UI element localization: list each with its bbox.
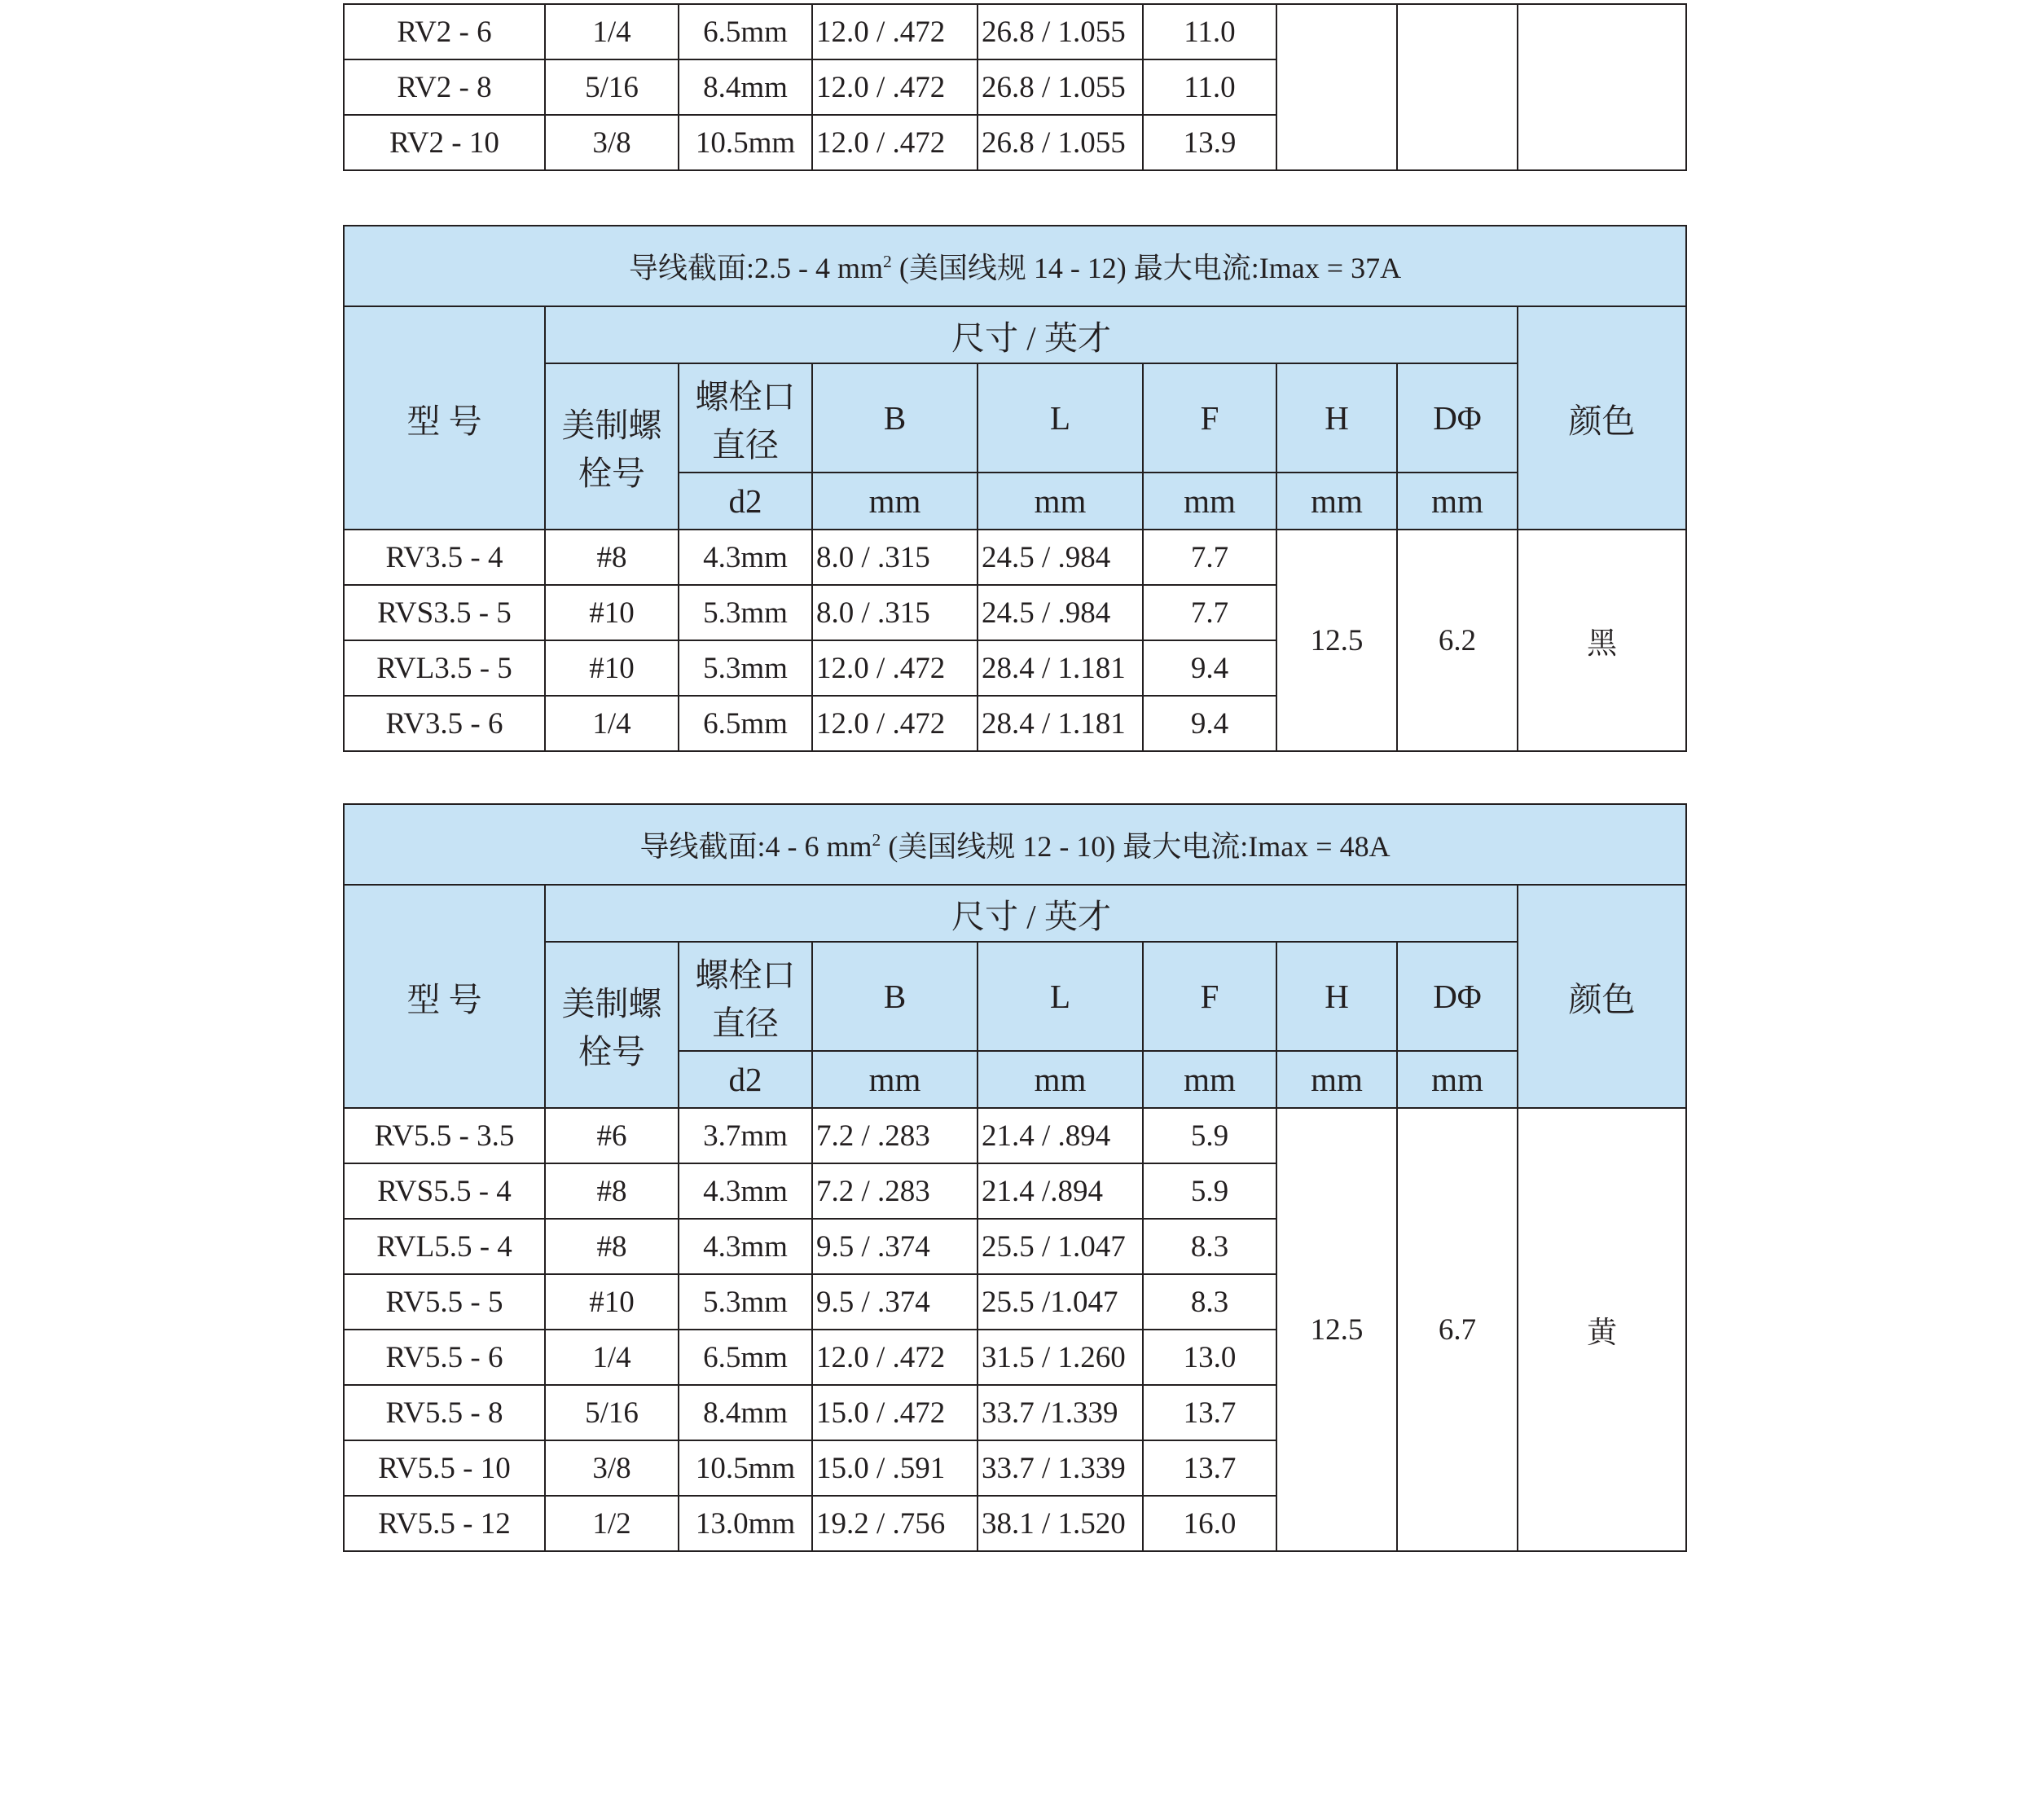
- cell-l: 25.5 /1.047: [978, 1274, 1143, 1330]
- header-b: B: [812, 363, 978, 473]
- cell-d2: 6.5mm: [679, 696, 812, 751]
- header-model: 型 号: [344, 885, 545, 1108]
- cell-color-merged: [1518, 4, 1686, 170]
- cell-l: 25.5 / 1.047: [978, 1219, 1143, 1274]
- cell-d2: 6.5mm: [679, 4, 812, 59]
- header-l: L: [978, 942, 1143, 1051]
- header-dphi: DΦ: [1397, 942, 1518, 1051]
- header-unit: mm: [978, 1051, 1143, 1108]
- cell-us-bolt: #6: [545, 1108, 679, 1163]
- cell-model: RV5.5 - 10: [344, 1440, 545, 1496]
- cell-us-bolt: 3/8: [545, 115, 679, 170]
- cell-model: RV5.5 - 12: [344, 1496, 545, 1551]
- cell-us-bolt: #10: [545, 585, 679, 640]
- cell-d2: 13.0mm: [679, 1496, 812, 1551]
- cell-us-bolt: #8: [545, 530, 679, 585]
- cell-h-merged: 12.5: [1276, 1108, 1397, 1551]
- cell-model: RV5.5 - 3.5: [344, 1108, 545, 1163]
- cell-d2: 8.4mm: [679, 59, 812, 115]
- cell-f: 13.7: [1143, 1440, 1276, 1496]
- cell-model: RVS5.5 - 4: [344, 1163, 545, 1219]
- cell-model: RVL3.5 - 5: [344, 640, 545, 696]
- header-unit: mm: [1397, 473, 1518, 530]
- spec-table-4-6mm: [343, 803, 1687, 1552]
- header-d2: d2: [679, 473, 812, 530]
- cell-f: 8.3: [1143, 1219, 1276, 1274]
- cell-l: 28.4 / 1.181: [978, 696, 1143, 751]
- header-unit: mm: [812, 1051, 978, 1108]
- cell-l: 33.7 / 1.339: [978, 1440, 1143, 1496]
- cell-f: 8.3: [1143, 1274, 1276, 1330]
- cell-l: 26.8 / 1.055: [978, 115, 1143, 170]
- cell-model: RV2 - 8: [344, 59, 545, 115]
- cell-model: RVL5.5 - 4: [344, 1219, 545, 1274]
- cell-d2: 6.5mm: [679, 1330, 812, 1385]
- header-model: 型 号: [344, 306, 545, 530]
- cell-color-merged: 黄: [1518, 1108, 1686, 1551]
- header-l: L: [978, 363, 1143, 473]
- header-bolt-diameter: 螺栓口 直径: [679, 942, 812, 1051]
- cell-h-merged: [1276, 4, 1397, 170]
- cell-f: 13.7: [1143, 1385, 1276, 1440]
- cell-b: 8.0 / .315: [812, 530, 978, 585]
- cell-model: RV3.5 - 6: [344, 696, 545, 751]
- cell-model: RV5.5 - 5: [344, 1274, 545, 1330]
- cell-d2: 4.3mm: [679, 1219, 812, 1274]
- header-us-bolt: 美制螺 栓号: [545, 363, 679, 530]
- header-d2: d2: [679, 1051, 812, 1108]
- cell-us-bolt: 1/4: [545, 4, 679, 59]
- cell-d2: 5.3mm: [679, 585, 812, 640]
- cell-f: 11.0: [1143, 59, 1276, 115]
- header-unit: mm: [1397, 1051, 1518, 1108]
- cell-model: RV5.5 - 6: [344, 1330, 545, 1385]
- cell-l: 24.5 / .984: [978, 530, 1143, 585]
- header-unit: mm: [812, 473, 978, 530]
- cell-us-bolt: #10: [545, 640, 679, 696]
- header-f: F: [1143, 942, 1276, 1051]
- cell-f: 11.0: [1143, 4, 1276, 59]
- cell-b: 9.5 / .374: [812, 1274, 978, 1330]
- cell-d2: 4.3mm: [679, 530, 812, 585]
- cell-b: 12.0 / .472: [812, 59, 978, 115]
- header-h: H: [1276, 942, 1397, 1051]
- cell-f: 5.9: [1143, 1163, 1276, 1219]
- cell-l: 38.1 / 1.520: [978, 1496, 1143, 1551]
- cell-l: 33.7 /1.339: [978, 1385, 1143, 1440]
- cell-model: RVS3.5 - 5: [344, 585, 545, 640]
- cell-b: 12.0 / .472: [812, 640, 978, 696]
- cell-us-bolt: #8: [545, 1163, 679, 1219]
- cell-l: 26.8 / 1.055: [978, 4, 1143, 59]
- header-bolt-diameter: 螺栓口 直径: [679, 363, 812, 473]
- spec-table-partial: [343, 3, 1687, 171]
- cell-us-bolt: 5/16: [545, 59, 679, 115]
- cell-b: 15.0 / .472: [812, 1385, 978, 1440]
- cell-model: RV2 - 10: [344, 115, 545, 170]
- cell-b: 7.2 / .283: [812, 1163, 978, 1219]
- cell-d2: 10.5mm: [679, 1440, 812, 1496]
- header-dphi: DΦ: [1397, 363, 1518, 473]
- cell-d2: 8.4mm: [679, 1385, 812, 1440]
- cell-b: 8.0 / .315: [812, 585, 978, 640]
- cell-l: 21.4 /.894: [978, 1163, 1143, 1219]
- cell-f: 5.9: [1143, 1108, 1276, 1163]
- cell-h-merged: 12.5: [1276, 530, 1397, 751]
- cell-d2: 3.7mm: [679, 1108, 812, 1163]
- header-h: H: [1276, 363, 1397, 473]
- cell-l: 26.8 / 1.055: [978, 59, 1143, 115]
- header-unit: mm: [978, 473, 1143, 530]
- cell-b: 7.2 / .283: [812, 1108, 978, 1163]
- cell-b: 9.5 / .374: [812, 1219, 978, 1274]
- cell-us-bolt: 5/16: [545, 1385, 679, 1440]
- cell-d2: 10.5mm: [679, 115, 812, 170]
- cell-b: 12.0 / .472: [812, 115, 978, 170]
- cell-l: 21.4 / .894: [978, 1108, 1143, 1163]
- cell-b: 12.0 / .472: [812, 4, 978, 59]
- spec-table-2.5-4mm: [343, 225, 1687, 752]
- header-dimension: 尺寸 / 英才: [545, 306, 1518, 363]
- header-color: 颜色: [1518, 885, 1686, 1108]
- cell-dphi-merged: 6.2: [1397, 530, 1518, 751]
- cell-dphi-merged: [1397, 4, 1518, 170]
- cell-f: 7.7: [1143, 530, 1276, 585]
- cell-l: 28.4 / 1.181: [978, 640, 1143, 696]
- cell-us-bolt: 3/8: [545, 1440, 679, 1496]
- header-f: F: [1143, 363, 1276, 473]
- cell-f: 9.4: [1143, 640, 1276, 696]
- cell-f: 9.4: [1143, 696, 1276, 751]
- cell-model: RV2 - 6: [344, 4, 545, 59]
- header-unit: mm: [1143, 473, 1276, 530]
- cell-d2: 4.3mm: [679, 1163, 812, 1219]
- cell-b: 12.0 / .472: [812, 1330, 978, 1385]
- header-dimension: 尺寸 / 英才: [545, 885, 1518, 942]
- cell-model: RV3.5 - 4: [344, 530, 545, 585]
- cell-us-bolt: #10: [545, 1274, 679, 1330]
- cell-model: RV5.5 - 8: [344, 1385, 545, 1440]
- cell-us-bolt: #8: [545, 1219, 679, 1274]
- cell-us-bolt: 1/4: [545, 1330, 679, 1385]
- cell-d2: 5.3mm: [679, 1274, 812, 1330]
- cell-dphi-merged: 6.7: [1397, 1108, 1518, 1551]
- header-unit: mm: [1276, 473, 1397, 530]
- cell-us-bolt: 1/2: [545, 1496, 679, 1551]
- cell-color-merged: 黑: [1518, 530, 1686, 751]
- cell-f: 13.0: [1143, 1330, 1276, 1385]
- cell-l: 24.5 / .984: [978, 585, 1143, 640]
- cell-l: 31.5 / 1.260: [978, 1330, 1143, 1385]
- cell-f: 7.7: [1143, 585, 1276, 640]
- header-us-bolt: 美制螺 栓号: [545, 942, 679, 1108]
- cell-f: 16.0: [1143, 1496, 1276, 1551]
- header-unit: mm: [1143, 1051, 1276, 1108]
- cell-b: 15.0 / .591: [812, 1440, 978, 1496]
- cell-d2: 5.3mm: [679, 640, 812, 696]
- header-b: B: [812, 942, 978, 1051]
- table-title: 导线截面:2.5 - 4 $mm^2$ (美国线规 14 - 12) 最大电流:Imax = 37A: [344, 226, 1686, 306]
- header-unit: mm: [1276, 1051, 1397, 1108]
- table-title: 导线截面:4 - 6 $mm^2$ (美国线规 12 - 10) 最大电流:Imax = 48A: [344, 804, 1686, 885]
- header-color: 颜色: [1518, 306, 1686, 530]
- cell-f: 13.9: [1143, 115, 1276, 170]
- cell-b: 19.2 / .756: [812, 1496, 978, 1551]
- cell-b: 12.0 / .472: [812, 696, 978, 751]
- cell-us-bolt: 1/4: [545, 696, 679, 751]
